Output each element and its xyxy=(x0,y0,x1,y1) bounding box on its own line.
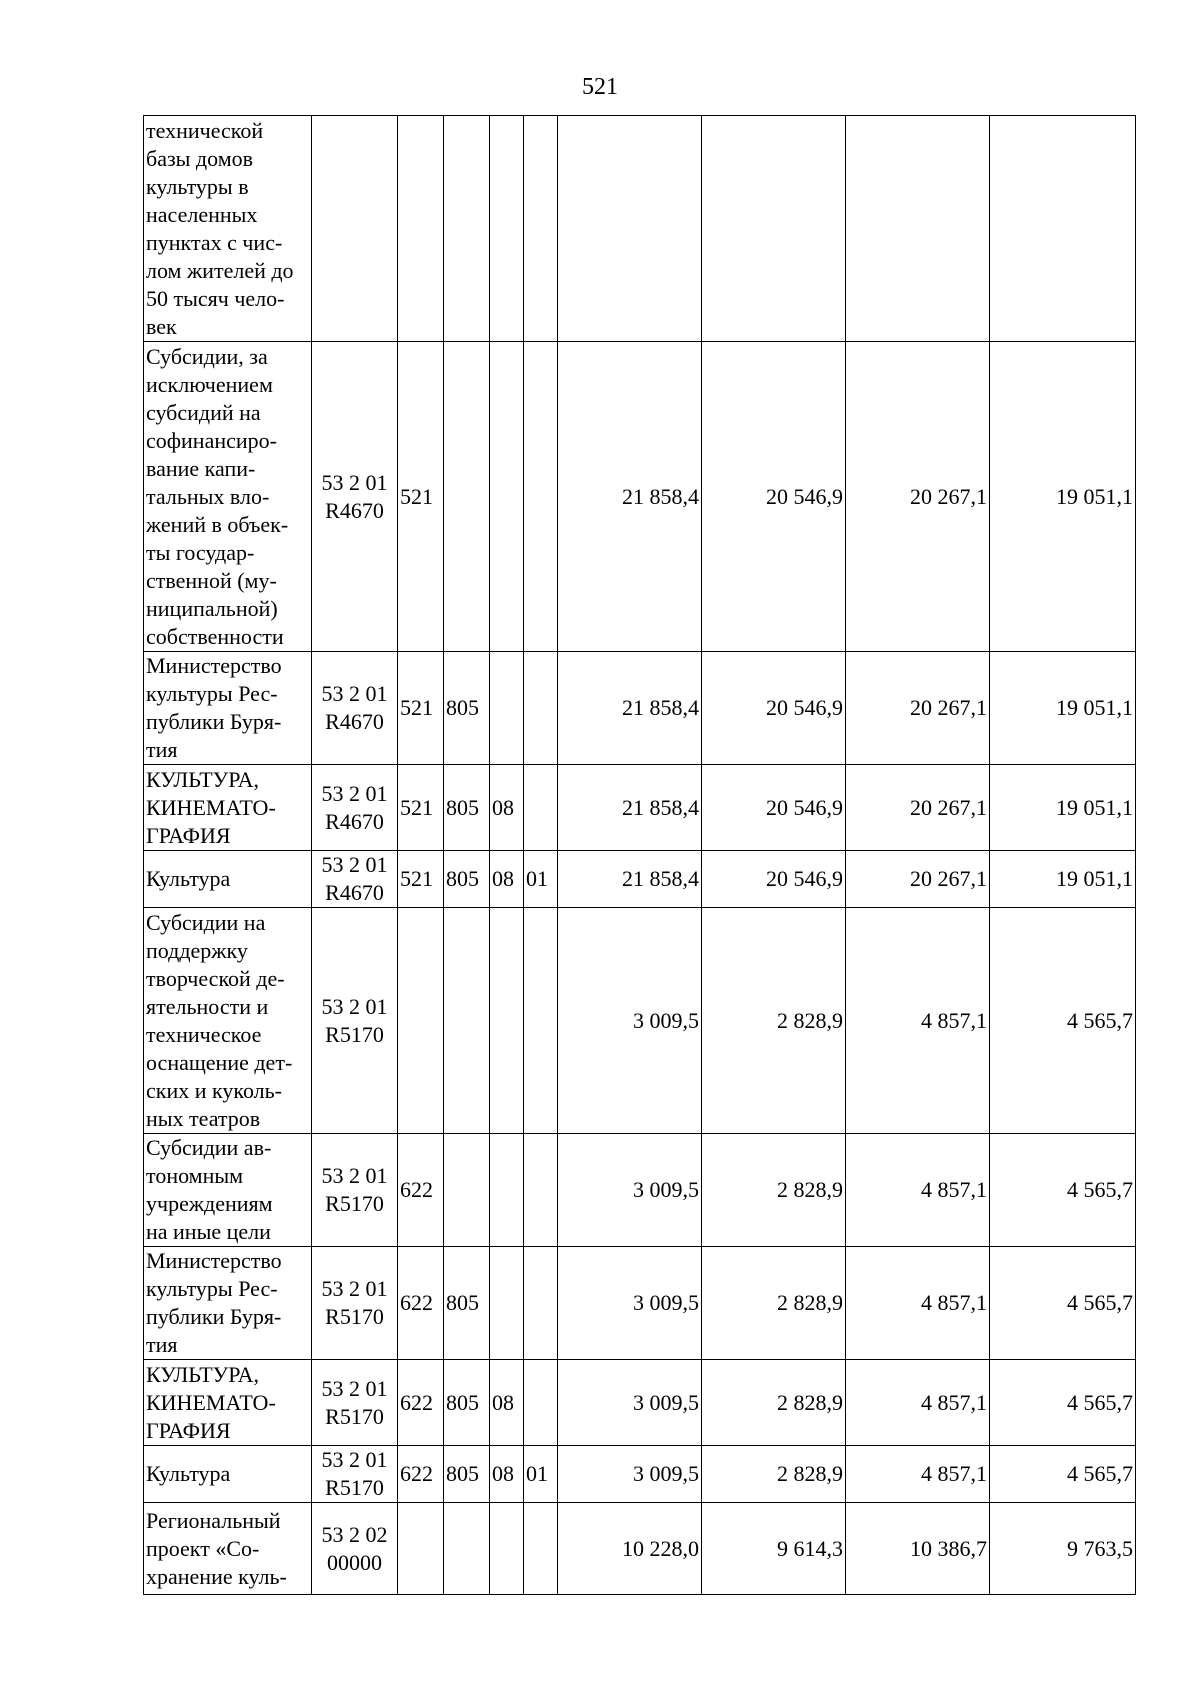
cell-subsection: 01 xyxy=(524,1446,558,1503)
name-line: тономным xyxy=(146,1163,244,1188)
cell-subsection xyxy=(524,1503,558,1595)
table-row xyxy=(144,1134,1136,1247)
cell-amount-2: 20 546,9 xyxy=(702,765,846,851)
cell-name xyxy=(144,1247,312,1360)
name-line: культуры Рес- xyxy=(146,681,278,706)
name-line: творческой де- xyxy=(146,965,285,991)
cell-amount-3: 20 267,1 xyxy=(846,652,990,765)
cell-grbs xyxy=(444,908,490,1134)
name-line: ниципальной) xyxy=(146,595,278,621)
name-line: населенных xyxy=(146,201,258,227)
name-line: оснащение дет- xyxy=(146,1049,293,1075)
cell-amount-4: 4 565,7 xyxy=(990,1360,1136,1446)
cell-amount-4: 9 763,5 xyxy=(990,1503,1136,1595)
name-line: культуры в xyxy=(146,173,249,199)
budget-table xyxy=(143,115,1136,1595)
page-number: 521 xyxy=(582,74,618,100)
cell-expense-type: 622 xyxy=(398,1247,444,1360)
cell-amount-2: 20 546,9 xyxy=(702,342,846,652)
cell-expense-type: 622 xyxy=(398,1360,444,1446)
cell-expense-type: 521 xyxy=(398,851,444,908)
cell-section xyxy=(490,1503,524,1595)
name-line: тия xyxy=(146,1332,178,1357)
cell-amount-3: 20 267,1 xyxy=(846,342,990,652)
table-row xyxy=(144,116,1136,342)
cell-amount-1 xyxy=(558,116,702,342)
cell-target-code xyxy=(312,652,398,765)
cell-section: 08 xyxy=(490,851,524,908)
cell-amount-2: 9 614,3 xyxy=(702,1503,846,1595)
cell-expense-type: 622 xyxy=(398,1134,444,1247)
cell-amount-1: 3 009,5 xyxy=(558,1360,702,1446)
name-line: ятельности и xyxy=(146,993,269,1019)
cell-subsection: 01 xyxy=(524,851,558,908)
cell-expense-type: 622 xyxy=(398,1446,444,1503)
table-row xyxy=(144,851,1136,908)
cell-amount-2: 2 828,9 xyxy=(702,1247,846,1360)
cell-name xyxy=(144,1503,312,1595)
cell-section xyxy=(490,1247,524,1360)
code-line: R5170 xyxy=(325,1403,384,1429)
table-body xyxy=(144,116,1136,1595)
cell-section xyxy=(490,908,524,1134)
cell-name xyxy=(144,1134,312,1247)
name-line: учреждениям xyxy=(146,1191,273,1216)
cell-amount-2: 2 828,9 xyxy=(702,908,846,1134)
cell-subsection xyxy=(524,652,558,765)
code-line: R4670 xyxy=(325,880,384,905)
cell-section: 08 xyxy=(490,1360,524,1446)
code-line: 53 2 01 xyxy=(321,780,388,806)
cell-expense-type: 521 xyxy=(398,342,444,652)
cell-name xyxy=(144,116,312,342)
cell-amount-1: 21 858,4 xyxy=(558,342,702,652)
cell-amount-2: 20 546,9 xyxy=(702,851,846,908)
name-line: хранение куль- xyxy=(146,1563,287,1589)
cell-subsection xyxy=(524,765,558,851)
cell-target-code xyxy=(312,1360,398,1446)
name-line: поддержку xyxy=(146,937,248,963)
code-line: R5170 xyxy=(325,1475,384,1500)
cell-amount-2: 2 828,9 xyxy=(702,1360,846,1446)
name-line: публики Буря- xyxy=(146,1304,282,1329)
code-line: 53 2 01 xyxy=(321,1447,388,1472)
name-line: базы домов xyxy=(146,145,254,171)
cell-expense-type: 521 xyxy=(398,652,444,765)
name-line: КИНЕМАТО- xyxy=(146,1389,276,1415)
cell-subsection xyxy=(524,908,558,1134)
cell-section: 08 xyxy=(490,765,524,851)
cell-grbs: 805 xyxy=(444,1360,490,1446)
cell-name xyxy=(144,1446,312,1503)
table-row xyxy=(144,765,1136,851)
name-line: на иные цели xyxy=(146,1219,271,1244)
cell-amount-3: 4 857,1 xyxy=(846,908,990,1134)
cell-expense-type xyxy=(398,116,444,342)
name-line: пунктах с чис- xyxy=(146,229,283,255)
name-line: субсидий на xyxy=(146,399,261,425)
cell-amount-4: 4 565,7 xyxy=(990,1247,1136,1360)
cell-target-code xyxy=(312,116,398,342)
code-line: R4670 xyxy=(325,497,384,523)
table-row xyxy=(144,1247,1136,1360)
name-line: проект «Со- xyxy=(146,1535,260,1561)
name-line: Субсидии, за xyxy=(146,343,268,369)
cell-name xyxy=(144,851,312,908)
cell-grbs xyxy=(444,116,490,342)
cell-grbs: 805 xyxy=(444,851,490,908)
cell-amount-1: 21 858,4 xyxy=(558,851,702,908)
code-line: 53 2 01 xyxy=(321,469,388,495)
cell-expense-type xyxy=(398,908,444,1134)
cell-amount-3: 10 386,7 xyxy=(846,1503,990,1595)
cell-amount-2: 2 828,9 xyxy=(702,1446,846,1503)
name-line: жений в объек- xyxy=(146,511,289,537)
cell-subsection xyxy=(524,1360,558,1446)
cell-subsection xyxy=(524,342,558,652)
name-line: Министерство xyxy=(146,653,282,678)
name-line: ГРАФИЯ xyxy=(146,822,231,848)
cell-amount-3 xyxy=(846,116,990,342)
cell-target-code xyxy=(312,1134,398,1247)
cell-amount-3: 20 267,1 xyxy=(846,765,990,851)
name-line: 50 тысяч чело- xyxy=(146,285,285,311)
table-row xyxy=(144,1446,1136,1503)
cell-amount-4: 4 565,7 xyxy=(990,908,1136,1134)
cell-amount-1: 21 858,4 xyxy=(558,652,702,765)
code-line: R5170 xyxy=(325,1021,384,1047)
cell-name xyxy=(144,342,312,652)
name-line: Министерство xyxy=(146,1248,282,1273)
cell-target-code xyxy=(312,1446,398,1503)
cell-section xyxy=(490,342,524,652)
name-line: ты государ- xyxy=(146,539,255,565)
cell-grbs: 805 xyxy=(444,1247,490,1360)
cell-amount-1: 21 858,4 xyxy=(558,765,702,851)
cell-amount-1: 3 009,5 xyxy=(558,1446,702,1503)
cell-amount-2 xyxy=(702,116,846,342)
cell-subsection xyxy=(524,1247,558,1360)
cell-grbs xyxy=(444,342,490,652)
name-line: тальных вло- xyxy=(146,483,270,509)
cell-target-code xyxy=(312,908,398,1134)
cell-target-code xyxy=(312,1503,398,1595)
cell-subsection xyxy=(524,1134,558,1247)
code-line: R4670 xyxy=(325,808,384,834)
name-line: исключением xyxy=(146,371,273,397)
name-line: Культура xyxy=(146,866,231,891)
cell-amount-4: 19 051,1 xyxy=(990,652,1136,765)
name-line: техническое xyxy=(146,1021,262,1047)
cell-grbs: 805 xyxy=(444,652,490,765)
name-line: КУЛЬТУРА, xyxy=(146,766,260,792)
name-line: ных театров xyxy=(146,1105,261,1131)
table-row xyxy=(144,652,1136,765)
cell-section xyxy=(490,652,524,765)
code-line: 53 2 01 xyxy=(321,681,388,706)
code-line: 53 2 01 xyxy=(321,1276,388,1301)
cell-name xyxy=(144,908,312,1134)
name-line: Субсидии ав- xyxy=(146,1135,272,1160)
cell-grbs: 805 xyxy=(444,765,490,851)
name-line: вание капи- xyxy=(146,455,256,481)
cell-target-code xyxy=(312,851,398,908)
table-row xyxy=(144,342,1136,652)
cell-expense-type xyxy=(398,1503,444,1595)
code-line: 53 2 01 xyxy=(321,1375,388,1401)
name-line: Культура xyxy=(146,1461,231,1486)
code-line: 00000 xyxy=(327,1549,382,1575)
code-line: R5170 xyxy=(325,1304,384,1329)
cell-amount-1: 3 009,5 xyxy=(558,908,702,1134)
name-line: культуры Рес- xyxy=(146,1276,278,1301)
name-line: Региональный xyxy=(146,1507,281,1533)
cell-section xyxy=(490,1134,524,1247)
cell-amount-4: 19 051,1 xyxy=(990,342,1136,652)
code-line: 53 2 01 xyxy=(321,852,388,877)
name-line: КИНЕМАТО- xyxy=(146,794,276,820)
cell-section: 08 xyxy=(490,1446,524,1503)
cell-amount-3: 4 857,1 xyxy=(846,1134,990,1247)
cell-section xyxy=(490,116,524,342)
cell-amount-4 xyxy=(990,116,1136,342)
cell-grbs: 805 xyxy=(444,1446,490,1503)
code-line: 53 2 01 xyxy=(321,993,388,1019)
cell-amount-3: 4 857,1 xyxy=(846,1247,990,1360)
name-line: ских и куколь- xyxy=(146,1077,282,1103)
cell-amount-1: 10 228,0 xyxy=(558,1503,702,1595)
code-line: 53 2 02 xyxy=(321,1521,388,1547)
name-line: век xyxy=(146,313,177,339)
name-line: публики Буря- xyxy=(146,709,282,734)
cell-amount-4: 4 565,7 xyxy=(990,1446,1136,1503)
table-row xyxy=(144,1360,1136,1446)
name-line: ГРАФИЯ xyxy=(146,1417,231,1443)
cell-amount-4: 19 051,1 xyxy=(990,851,1136,908)
name-line: лом жителей до xyxy=(146,257,294,283)
cell-amount-4: 4 565,7 xyxy=(990,1134,1136,1247)
cell-amount-2: 2 828,9 xyxy=(702,1134,846,1247)
cell-target-code xyxy=(312,765,398,851)
cell-name xyxy=(144,652,312,765)
cell-name xyxy=(144,765,312,851)
code-line: R5170 xyxy=(325,1191,384,1216)
cell-target-code xyxy=(312,1247,398,1360)
cell-name xyxy=(144,1360,312,1446)
code-line: R4670 xyxy=(325,709,384,734)
code-line: 53 2 01 xyxy=(321,1163,388,1188)
name-line: технической xyxy=(146,117,264,143)
cell-expense-type: 521 xyxy=(398,765,444,851)
cell-grbs xyxy=(444,1134,490,1247)
name-line: КУЛЬТУРА, xyxy=(146,1361,260,1387)
cell-amount-3: 4 857,1 xyxy=(846,1446,990,1503)
table-row xyxy=(144,908,1136,1134)
name-line: ственной (му- xyxy=(146,567,277,593)
cell-grbs xyxy=(444,1503,490,1595)
name-line: тия xyxy=(146,737,178,762)
cell-amount-3: 20 267,1 xyxy=(846,851,990,908)
name-line: Субсидии на xyxy=(146,909,266,935)
cell-amount-2: 20 546,9 xyxy=(702,652,846,765)
table-row xyxy=(144,1503,1136,1595)
cell-target-code xyxy=(312,342,398,652)
cell-amount-1: 3 009,5 xyxy=(558,1134,702,1247)
cell-amount-1: 3 009,5 xyxy=(558,1247,702,1360)
name-line: собственности xyxy=(146,623,284,649)
cell-amount-4: 19 051,1 xyxy=(990,765,1136,851)
cell-amount-3: 4 857,1 xyxy=(846,1360,990,1446)
cell-subsection xyxy=(524,116,558,342)
name-line: софинансиро- xyxy=(146,427,277,453)
